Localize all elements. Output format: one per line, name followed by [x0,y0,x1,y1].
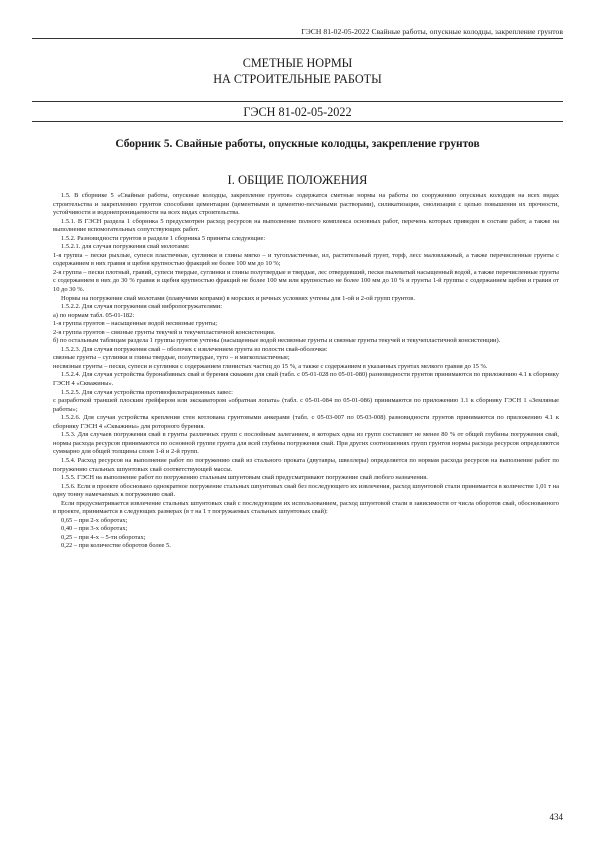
running-header: ГЭСН 81-02-05-2022 Свайные работы, опускные колодцы, закрепление грунтов [301,27,563,36]
paragraph: 1.5.2.3. Для случая погружения свай – оболочек с извлечением грунта из полости свай-оболочки: [61,345,328,353]
paragraph: б) по остальным таблицам раздела 1 группы грунтов учтены (насыщенные водой несвязные грунты и связные грунты текучей и текучепластичной консистенции). [53,337,501,345]
paragraph: а) по нормам табл. 05-01-182: [53,311,135,319]
paragraph: Нормы на погружение свай молотами (плавучими копрами) в морских и речных условиях учтены для 1-ой и 2-ой групп грунтов. [61,294,415,302]
paragraph: несвязные грунты – пески, супеси и суглинки с содержанием глинистых частиц до 15 %, а также с содержанием в указанных грунтах мелкого гравия до 15 %. [53,362,488,370]
paragraph: 1.5.1. В ГЭСН раздела 1 сборника 5 предусмотрен расход ресурсов на выполнение полного комплекса основных работ, перечень которых приведен в составе работ, а также на выполнение вспомогательных сопутствующих работ. [53,217,559,234]
code-block [32,101,563,122]
document-code: ГЭСН 81-02-05-2022 [243,105,352,119]
paragraph: 1.5. В сборнике 5 «Свайные работы, опускные колодцы, закрепление грунтов» содержатся сметные нормы на работы по сооружению опускных колодцев на всех видах строительства и закреплению грунтов способами цементации (цементными и цементно-песчаными растворами), силикатизации, смолизации с целью повышения их прочности, устойчивости и водонепроницаемости на всех видах строительства. [53,192,559,217]
paragraph: 1.5.2.5. Для случая устройства противофильтрационных завес: [61,388,233,396]
paragraph: с разработкой траншей плоским грейфером или экскаватором «обратная лопата» (табл. с 05-01-084 по 05-01-086) принимаются по приложению 1.1 к сборнику ГЭСН 1 «Земляные работы»; [53,397,559,413]
paragraph: 2-я группа грунтов – связные грунты текучей и текучепластичной консистенции. [53,328,276,336]
paragraph: связные грунты – суглинки и глины твердые, полутвердые, туго – и мягкопластичные; [53,354,290,362]
paragraph: 1.5.5. ГЭСН на выполнение работ по погружению стальным шпунтовым свай предусматривают погружение свай любого назначения. [61,474,428,482]
turnover-item: 0,40 – при 3-х оборотах; [61,525,128,533]
paragraph: 1.5.2. Разновидности грунтов в разделе 1 сборника 5 приняты следующие: [61,234,266,242]
title-line-2: НА СТРОИТЕЛЬНЫЕ РАБОТЫ [213,71,382,86]
paragraph: 1.5.2.6. Для случая устройства крепления стен котлована грунтовыми анкерами (табл. с 05-03-007 по 05-03-008) разновидности грунтов принимаются по приложению 4.1 к сборнику ГЭСН 4 «Скважины» для роторного бурения. [53,414,559,430]
paragraph: 1.5.3. Для случаев погружения свай в грунты различных групп с послойным залеганием, в которых одна из групп составляет не менее 80 % от общей глубины погружения свай, нормы расхода ресурсов принимаются по основной группе грунта для всей глубины погружения свай. При других соотношениях групп грунтов нормы расхода ресурсов определяются суммарно для общей толщины слоев 1-й и 2-й групп. [53,431,559,456]
paragraph: 2-я группа – пески плотный, гравий, супеси твердые, суглинки и глины полутвердые и твердые, лес отвердевший, пески пылеватый насыщенный водой, а также перечисленные грунты с содержанием в них до 30 % гравия и щебня крупностью фракций не более 100 мм или крупностью не более 100 мм до 10 % и грунты 1-й группы с содержанием щебня и гравия от 10 до 30 %. [53,268,559,294]
paragraph: Если предусматривается извлечение стальных шпунтовых свай с последующим их использованием, расход шпунтовой стали в зависимости от числа оборотов свай, обоснованного в проекте, принимается в следующих размерах (в т на 1 т погружаемых стальных шпунтовых свай): [53,499,559,516]
collection-title: Сборник 5. Свайные работы, опускные колодцы, закрепление грунтов [115,138,480,150]
page-number: 434 [549,812,563,822]
turnover-item: 0,65 – при 2-х оборотах; [61,516,128,524]
paragraph: 1.5.6. Если в проекте обосновано однократное погружение стальных шпунтовых свай без последующего их извлечения, расход шпунтовой стали принимается в количестве 1,01 т на одну тонну намечаемых к погружению свай. [53,482,559,499]
turnover-item: 0,22 – при количестве оборотов более 5. [61,542,171,550]
paragraph: 1-я группа грунтов – насыщенные водой несвязные грунты; [53,320,218,328]
paragraph: 1.5.4. Расход ресурсов на выполнение работ по погружению свай из стального проката (двутавры, швеллеры) определяется по нормам расхода ресурсов на выполнение работ по погружению стальных шпунтовых свай соответствующей массы. [53,456,559,473]
body-text [53,192,559,551]
header-rule [32,38,563,39]
turnover-item: 0,25 – при 4-х – 5-ти оборотах; [61,533,146,541]
paragraph: 1-я группа – пески рыхлые, супеси пластичные, суглинки и глины мягко – и тугопластичные, ил, растительный грунт, торф, лесс маловлажный, а также перечисленные грунты с содержанием в них гравия и щебня крупностью фракций не более 100 мм до 10 %; [53,251,559,268]
paragraph: 1.5.2.1. для случая погружения свай молотами: [61,243,190,251]
document-title [0,56,595,87]
paragraph: 1.5.2.4. Для случая устройства буронабивных свай и бурения скважин для свай (табл. с 05-01-028 по 05-01-080) разновидности грунтов принимаются по приложению 4.1 к сборнику ГЭСН 4 «Скважины». [53,371,559,388]
title-line-1: СМЕТНЫЕ НОРМЫ [242,56,353,70]
code-rule-bottom [32,121,563,122]
section-heading: I. ОБЩИЕ ПОЛОЖЕНИЯ [227,173,368,187]
paragraph: 1.5.2.2. Для случая погружения свай вибропогружателями: [61,303,223,311]
